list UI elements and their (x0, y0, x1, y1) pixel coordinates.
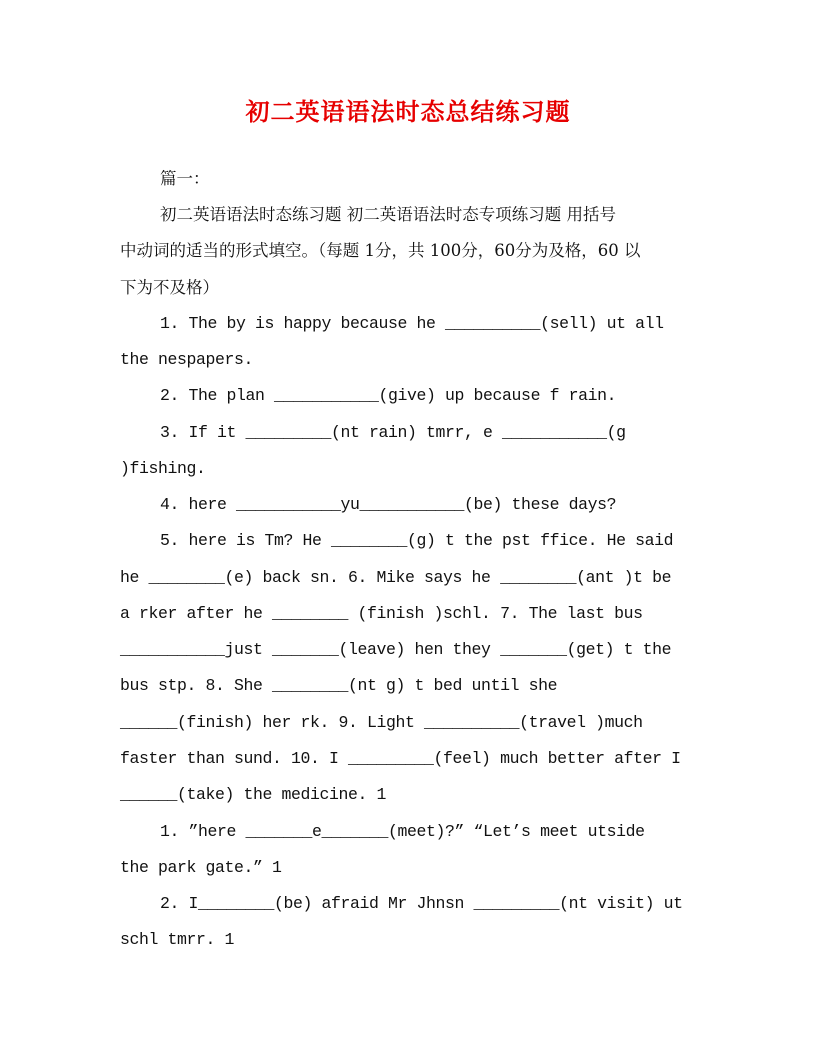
exercise-line: ______(take) the medicine. 1 (120, 785, 387, 804)
exercise-line: 4. here ___________yu___________(be) these days? (160, 495, 617, 514)
exercise-line: the park gate.” 1 (120, 858, 282, 877)
intro-line: 初二英语语法时态练习题 初二英语语法时态专项练习题 用括号 (160, 205, 616, 224)
exercise-line: bus stp. 8. She ________(nt g) t bed until she (120, 676, 558, 695)
exercise-line: faster than sund. 10. I _________(feel) much better after I (120, 749, 681, 768)
exercise-line: a rker after he ________ (finish )schl. 7. The last bus (120, 604, 643, 623)
intro-line: 下为不及格） (120, 278, 219, 297)
exercise-line: the nespapers. (120, 350, 254, 369)
intro-line: 中动词的适当的形式填空。（每题 1分，共 100分，60分为及格，60 以 (120, 241, 641, 260)
exercise-line: 3. If it _________(nt rain) tmrr, e ___________(g (160, 423, 626, 442)
exercise-line: he ________(e) back sn. 6. Mike says he ________(ant )t be (120, 568, 672, 587)
exercise-line: )fishing. (120, 459, 206, 478)
exercise-line: ___________just _______(leave) hen they _______(get) t the (120, 640, 672, 659)
exercise-line: ______(finish) her rk. 9. Light __________(travel )much (120, 713, 643, 732)
exercise-line: 2. I________(be) afraid Mr Jhnsn _________(nt visit) ut (160, 894, 683, 913)
exercise-line: 1. ”here _______e_______(meet)?” “Let’s meet utside (160, 822, 645, 841)
exercise-line: 2. The plan ___________(give) up because f rain. (160, 386, 617, 405)
exercise-line: schl tmrr. 1 (120, 930, 235, 949)
exercise-line: 5. here is Tm? He ________(g) t the pst ffice. He said (160, 531, 674, 550)
section-label: 篇一： (160, 169, 210, 188)
document-title: 初二英语语法时态总结练习题 (245, 97, 571, 126)
exercise-line: 1. The by is happy because he __________(sell) ut all (160, 314, 664, 333)
